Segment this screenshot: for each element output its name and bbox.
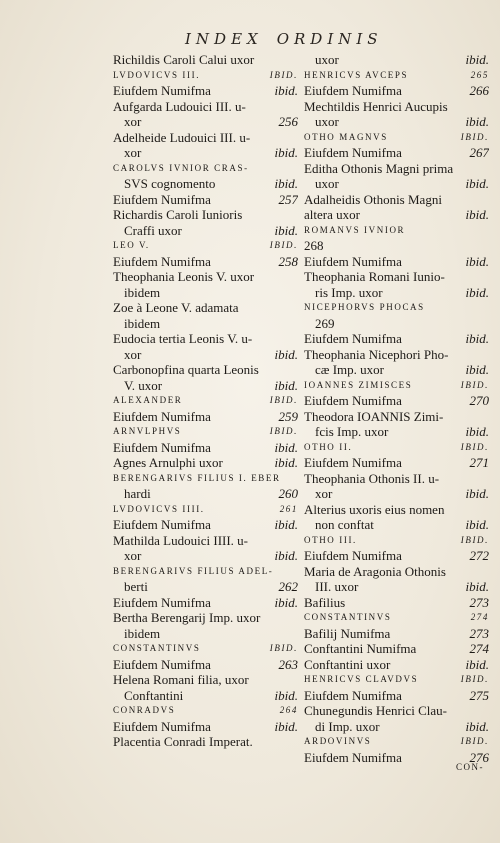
index-entry [113, 347, 298, 363]
index-entry [304, 192, 489, 208]
index-entry [304, 455, 489, 471]
entry-text: uxor [315, 52, 339, 67]
index-entry [304, 440, 489, 456]
entry-page-ref: ibid. [465, 362, 489, 377]
index-entry [304, 347, 489, 363]
entry-text: IOANNES ZIMISCES [304, 379, 413, 390]
index-entry [304, 130, 489, 146]
entry-text: Mechtildis Henrici Aucupis [304, 98, 448, 114]
entry-text: Maria de Aragonia Othonis [304, 563, 446, 579]
entry-page-ref: 256 [278, 114, 298, 129]
entry-page-ref: ibid. [274, 594, 298, 610]
index-entry [113, 331, 298, 347]
index-entry [113, 486, 298, 502]
entry-text: Aufgarda Ludouici III. u- [113, 98, 246, 114]
entry-page-ref: ibid. [465, 52, 489, 67]
entry-page-ref: IBID. [269, 69, 298, 80]
entry-page-ref: 264 [279, 705, 298, 715]
entry-text: hardi [124, 486, 151, 501]
entry-page-ref: ibid. [465, 517, 489, 532]
entry-page-ref: 271 [469, 455, 489, 470]
index-entry [113, 703, 298, 719]
index-entry [113, 254, 298, 270]
entry-text: ibidem [124, 315, 161, 331]
index-entry [304, 486, 489, 502]
index-entry [113, 455, 298, 471]
entry-text: Theophania Romani Iunio- [304, 269, 445, 284]
index-entry [304, 533, 489, 549]
entry-page-ref: IBID. [460, 441, 489, 452]
entry-page-ref: ibid. [274, 548, 298, 563]
entry-text: ARDOVINVS [304, 736, 372, 746]
index-entry [304, 316, 489, 332]
entry-page-ref: ibid. [274, 222, 298, 238]
entry-page-ref: ibid. [465, 284, 489, 300]
entry-page-ref: IBID. [460, 131, 489, 142]
index-entry [304, 83, 489, 99]
entry-text: Conftantini Numifma [304, 641, 417, 656]
entry-page-ref: 274 [469, 641, 489, 656]
entry-text: BERENGARIVS FILIUS I. EBER [113, 472, 281, 483]
entry-page-ref: ibid. [465, 718, 489, 734]
entry-page-ref: 273 [469, 594, 489, 610]
entry-text: Conftantini [124, 687, 184, 703]
entry-text: OTHO III. [304, 534, 357, 545]
entry-page-ref: 257 [278, 191, 298, 207]
index-entry [304, 362, 489, 378]
index-entry [304, 688, 489, 704]
entry-page-ref: ibid. [465, 486, 489, 501]
index-entry [113, 238, 298, 254]
entry-page-ref: 267 [469, 145, 489, 160]
index-column-right [304, 52, 489, 765]
entry-page-ref: 274 [470, 612, 489, 622]
entry-text: Eiufdem Numifma [113, 517, 211, 532]
index-entry [113, 223, 298, 239]
entry-page-ref: ibid. [465, 207, 489, 222]
entry-page-ref: ibid. [274, 455, 298, 470]
entry-text: CAROLVS IVNIOR CRAS- [113, 162, 249, 173]
index-entry [113, 378, 298, 394]
index-entry [113, 68, 298, 84]
entry-text: 269 [315, 315, 335, 331]
entry-page-ref: 266 [469, 83, 489, 98]
entry-text: Eudocia tertia Leonis V. u- [113, 331, 253, 346]
entry-text: V. uxor [124, 377, 163, 393]
index-entry [113, 130, 298, 146]
entry-text: Craffi uxor [124, 222, 182, 238]
entry-text: Editha Othonis Magni prima [304, 160, 454, 176]
entry-page-ref: ibid. [274, 83, 298, 98]
index-entry [113, 471, 298, 487]
index-entry [113, 99, 298, 115]
index-entry [113, 269, 298, 285]
index-entry [113, 579, 298, 595]
index-entry [304, 548, 489, 564]
entry-text: Richardis Caroli Iunioris [113, 207, 243, 222]
entry-text: LVDOVICVS IIII. [113, 503, 205, 514]
index-entry [113, 657, 298, 673]
entry-page-ref: ibid. [274, 176, 298, 191]
entry-page-ref: 270 [469, 393, 489, 408]
entry-text: NICEPHORVS PHOCAS [304, 302, 425, 312]
entry-page-ref: ibid. [274, 718, 298, 734]
index-entry [113, 207, 298, 223]
entry-text: uxor [315, 114, 339, 129]
entry-page-ref: IBID. [460, 674, 489, 684]
entry-text: Eiufdem Numifma [113, 83, 211, 98]
index-entry [304, 719, 489, 735]
index-entry [304, 331, 489, 347]
entry-page-ref: ibid. [274, 517, 298, 532]
entry-text: Eiufdem Numifma [304, 331, 402, 346]
entry-text: Adelheide Ludouici III. u- [113, 129, 251, 145]
entry-text: altera uxor [304, 207, 360, 222]
entry-text: OTHO MAGNVS [304, 131, 388, 142]
entry-text: Theophania Nicephori Pho- [304, 346, 449, 362]
index-entry [113, 626, 298, 642]
entry-page-ref: IBID. [269, 240, 298, 250]
index-entry [304, 207, 489, 223]
index-entry [113, 502, 298, 518]
index-entry [113, 192, 298, 208]
entry-text: Eiufdem Numifma [304, 253, 402, 269]
entry-text: III. uxor [315, 579, 359, 594]
entry-text: Zoe à Leone V. adamata [113, 300, 239, 315]
index-entry [304, 409, 489, 425]
entry-page-ref: 259 [278, 408, 298, 424]
index-entry [304, 734, 489, 750]
entry-text: Eiufdem Numifma [304, 83, 402, 98]
index-entry [113, 734, 298, 750]
entry-text: OTHO II. [304, 441, 353, 452]
index-entry [304, 703, 489, 719]
entry-text: Eiufdem Numifma [113, 439, 211, 455]
index-entry [113, 300, 298, 316]
entry-text: Adalheidis Othonis Magni [304, 191, 442, 207]
entry-text: Eiufdem Numifma [304, 749, 402, 765]
index-entry [304, 595, 489, 611]
index-entry [304, 579, 489, 595]
entry-text: xor [124, 548, 142, 563]
entry-text: fcis Imp. uxor [315, 424, 389, 439]
entry-text: ris Imp. uxor [315, 284, 383, 300]
index-entry [113, 393, 298, 409]
entry-text: Alterius uxoris eius nomen [304, 501, 445, 517]
index-entry [113, 285, 298, 301]
entry-text: ibidem [124, 625, 161, 641]
index-entry [113, 440, 298, 456]
entry-page-ref: IBID. [460, 736, 489, 746]
entry-text: ALEXANDER [113, 395, 183, 405]
index-entry [304, 641, 489, 657]
entry-text: xor [315, 486, 333, 501]
entry-page-ref: 261 [279, 503, 298, 514]
entry-page-ref: 275 [469, 687, 489, 703]
entry-text: Bafilius [304, 594, 346, 610]
index-entry [304, 223, 489, 239]
index-entry [113, 161, 298, 177]
entry-text: Eiufdem Numifma [113, 253, 211, 269]
index-entry [304, 99, 489, 115]
index-entry [304, 517, 489, 533]
entry-text: Eiufdem Numifma [113, 191, 211, 207]
index-entry [113, 316, 298, 332]
entry-text: Eiufdem Numifma [304, 145, 402, 160]
index-entry [304, 68, 489, 84]
entry-page-ref: ibid. [465, 579, 489, 594]
entry-page-ref: ibid. [465, 114, 489, 129]
entry-page-ref: 272 [469, 548, 489, 563]
entry-page-ref: ibid. [274, 687, 298, 703]
index-entry [113, 719, 298, 735]
index-entry [304, 564, 489, 580]
index-entry [304, 52, 489, 68]
index-entry [304, 269, 489, 285]
index-entry [304, 657, 489, 673]
entry-page-ref: ibid. [274, 145, 298, 160]
entry-text: Eiufdem Numifma [304, 687, 402, 703]
index-column-left [113, 52, 298, 750]
entry-page-ref: 262 [278, 579, 298, 594]
entry-text: Theodora IOANNIS Zimi- [304, 408, 444, 424]
entry-page-ref: ibid. [465, 176, 489, 191]
entry-text: Carbonopfina quarta Leonis [113, 362, 259, 377]
entry-page-ref: IBID. [269, 395, 298, 405]
index-entry [304, 161, 489, 177]
entry-text: CONSTANTINVS [113, 643, 201, 653]
entry-text: LVDOVICVS III. [113, 69, 201, 80]
entry-text: Eiufdem Numifma [113, 718, 211, 734]
index-entry [304, 471, 489, 487]
entry-text: Theophania Leonis V. uxor [113, 269, 255, 284]
entry-text: Agnes Arnulphi uxor [113, 455, 223, 470]
entry-text: uxor [315, 176, 339, 191]
entry-text: Chunegundis Henrici Clau- [304, 703, 447, 718]
entry-page-ref: 276 [469, 749, 489, 765]
index-entry [113, 409, 298, 425]
entry-text: Eiufdem Numifma [304, 455, 402, 470]
catchword: CON- [456, 762, 484, 772]
index-entry [304, 424, 489, 440]
entry-text: CONSTANTINVS [304, 612, 392, 622]
index-entry [113, 564, 298, 580]
index-entry [113, 533, 298, 549]
header-word-index: INDEX [185, 30, 263, 48]
entry-text: HENRICVS AVCEPS [304, 69, 409, 80]
index-entry [113, 176, 298, 192]
index-entry [113, 145, 298, 161]
index-entry [113, 83, 298, 99]
entry-page-ref: ibid. [274, 377, 298, 393]
index-entry [304, 176, 489, 192]
index-entry [304, 378, 489, 394]
entry-page-ref: 258 [278, 253, 298, 269]
header-word-ordinis: ORDINIS [276, 30, 383, 48]
index-entry [113, 688, 298, 704]
running-header [185, 30, 397, 48]
entry-text: CONRADVS [113, 705, 176, 715]
index-entry [304, 254, 489, 270]
entry-text: BERENGARIVS FILIUS ADEL- [113, 565, 274, 576]
entry-page-ref: 260 [278, 486, 298, 501]
entry-text: Eiufdem Numifma [113, 408, 211, 424]
entry-page-ref: 263 [278, 656, 298, 672]
index-entry [113, 548, 298, 564]
entry-text: LEO V. [113, 240, 150, 250]
entry-text: xor [124, 114, 142, 129]
entry-text: Theophania Othonis II. u- [304, 470, 440, 486]
index-entry [113, 362, 298, 378]
index-entry [304, 502, 489, 518]
entry-text: Richildis Caroli Calui uxor [113, 52, 255, 67]
entry-page-ref: ibid. [274, 346, 298, 362]
index-entry [113, 114, 298, 130]
entry-page-ref: IBID. [460, 379, 489, 390]
index-entry [113, 641, 298, 657]
index-entry [113, 517, 298, 533]
entry-text: ibidem [124, 284, 161, 300]
entry-page-ref: ibid. [465, 656, 489, 672]
index-entry [304, 285, 489, 301]
entry-text: Bafilij Numifma [304, 625, 391, 641]
entry-text: 268 [304, 238, 324, 253]
entry-page-ref: ibid. [465, 331, 489, 346]
entry-text: Eiufdem Numifma [304, 548, 402, 563]
entry-text: ARNVLPHVS [113, 426, 182, 436]
entry-text: di Imp. uxor [315, 718, 380, 734]
entry-text: ROMANVS IVNIOR [304, 224, 406, 235]
entry-text: Bertha Berengarij Imp. uxor [113, 610, 261, 625]
entry-page-ref: IBID. [269, 426, 298, 436]
entry-page-ref: IBID. [460, 534, 489, 545]
entry-text: xor [124, 346, 142, 362]
index-entry [113, 424, 298, 440]
entry-text: SVS cognomento [124, 176, 216, 191]
index-entry [304, 114, 489, 130]
index-entry [304, 238, 489, 254]
index-entry [304, 145, 489, 161]
entry-text: non conftat [315, 517, 374, 532]
entry-text: Eiufdem Numifma [304, 393, 402, 408]
entry-text: cæ Imp. uxor [315, 362, 384, 377]
entry-page-ref: ibid. [465, 253, 489, 269]
entry-text: Eiufdem Numifma [113, 594, 211, 610]
entry-text: xor [124, 145, 142, 160]
index-entry [304, 672, 489, 688]
entry-text: Eiufdem Numifma [113, 656, 211, 672]
index-entry [304, 626, 489, 642]
entry-page-ref: ibid. [274, 439, 298, 455]
index-entry [304, 393, 489, 409]
entry-text: Placentia Conradi Imperat. [113, 734, 253, 749]
index-entry [304, 610, 489, 626]
entry-page-ref: 273 [469, 625, 489, 641]
entry-text: Helena Romani filia, uxor [113, 672, 249, 687]
entry-text: Mathilda Ludouici IIII. u- [113, 532, 249, 548]
index-entry [113, 672, 298, 688]
index-entry [304, 300, 489, 316]
entry-page-ref: 265 [470, 69, 489, 80]
index-entry [113, 52, 298, 68]
entry-page-ref: ibid. [465, 424, 489, 439]
entry-page-ref: IBID. [269, 643, 298, 653]
entry-text: HENRICVS CLAVDVS [304, 674, 419, 684]
index-entry [113, 610, 298, 626]
entry-text: Conftantini uxor [304, 656, 391, 672]
entry-text: berti [124, 579, 148, 594]
index-entry [113, 595, 298, 611]
